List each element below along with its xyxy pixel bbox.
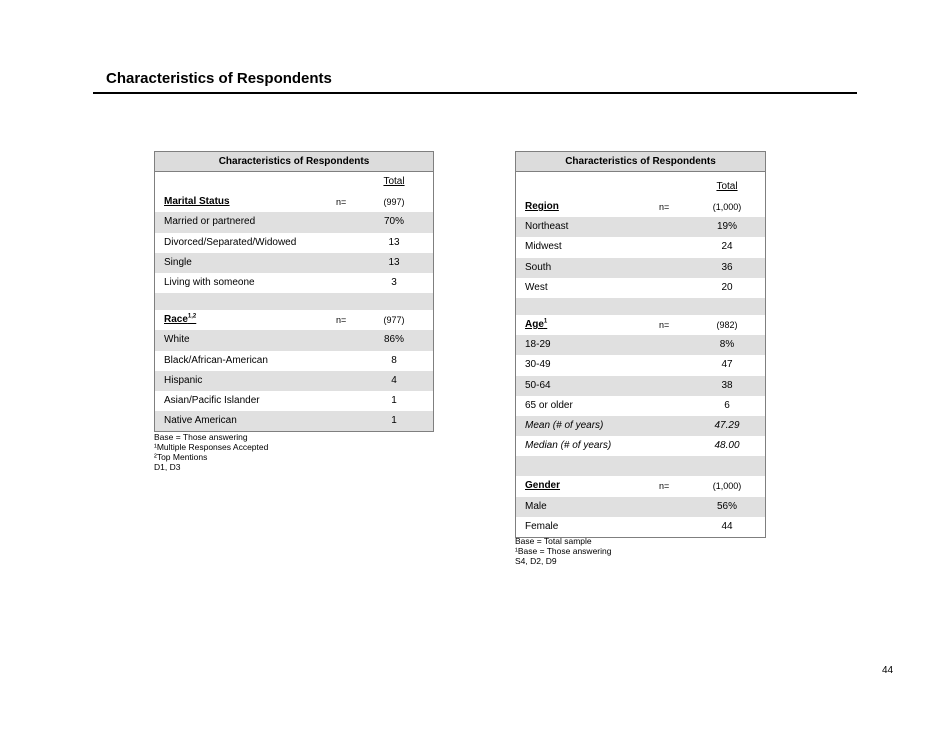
row-label: West: [525, 281, 548, 293]
title-divider: [93, 92, 857, 94]
row-value: 47.29: [714, 419, 740, 431]
row-label: 65 or older: [525, 399, 573, 411]
n-label: n=: [659, 481, 670, 492]
section-header-gender: [516, 476, 765, 496]
row-label: Native American: [164, 415, 237, 427]
row-label: White: [164, 334, 190, 346]
row-value: 13: [388, 236, 400, 248]
row-label: South: [525, 261, 552, 273]
marital-race-table: [154, 151, 434, 432]
right-table-notes: [515, 536, 611, 566]
table-row: [516, 376, 765, 396]
table-row: [155, 391, 433, 411]
spacer-row: [516, 456, 765, 476]
table-row: [155, 273, 433, 293]
row-label: Mean (# of years): [525, 419, 604, 431]
row-label: 18-29: [525, 339, 551, 351]
row-label: Hispanic: [164, 374, 203, 386]
row-value: 20: [721, 281, 733, 293]
row-value: 1: [391, 415, 397, 427]
total-header-row: [516, 172, 765, 197]
row-value: 38: [721, 379, 733, 391]
row-label: 30-49: [525, 359, 551, 371]
footnote: Base = Total sample: [515, 536, 592, 546]
row-value: 1: [391, 394, 397, 406]
footnote: ¹Base = Those answering: [515, 546, 612, 556]
row-value: 8: [391, 354, 397, 366]
table-row: [155, 371, 433, 391]
table-row: [516, 416, 765, 436]
row-label: Single: [164, 256, 192, 268]
table-row: [155, 411, 433, 431]
n-value: (982): [716, 319, 738, 330]
table-row: [155, 351, 433, 371]
spacer-row: [516, 298, 765, 315]
row-label: 50-64: [525, 379, 551, 391]
section-title: Age$^1$: [525, 318, 548, 330]
table-row: [516, 355, 765, 375]
row-label: Black/African-American: [164, 354, 268, 366]
row-label: Median (# of years): [525, 440, 612, 452]
row-label: Midwest: [525, 241, 562, 253]
n-label: n=: [336, 197, 347, 208]
row-value: 6: [724, 399, 730, 411]
section-title: Region: [525, 201, 559, 212]
row-value: 3: [391, 276, 397, 288]
table-row: [516, 237, 765, 257]
table-row: [516, 258, 765, 278]
row-label: Living with someone: [164, 276, 255, 288]
n-label: n=: [659, 319, 670, 330]
n-label: n=: [659, 202, 670, 212]
left-table-notes: [154, 432, 268, 472]
row-value: 47: [721, 359, 733, 371]
row-label: Married or partnered: [164, 216, 256, 228]
table-row: [155, 233, 433, 253]
table-header: Characteristics of Respondents: [155, 152, 433, 172]
table-row: [516, 335, 765, 355]
row-value: 44: [721, 520, 733, 532]
section-header-age: [516, 315, 765, 335]
row-value: 13: [388, 256, 400, 268]
page-number: 44: [882, 665, 894, 676]
n-label: n=: [336, 315, 347, 326]
section-header-marital-status: [155, 192, 433, 212]
table-row: [516, 436, 765, 456]
table-row: [516, 396, 765, 416]
table-row: [516, 217, 765, 237]
section-header-race: [155, 310, 433, 330]
footnote: D1, D3: [154, 462, 181, 472]
row-value: 36: [721, 261, 733, 273]
n-value: (1,000): [712, 202, 742, 212]
table-header: Characteristics of Respondents: [516, 152, 765, 172]
table-row: [516, 278, 765, 298]
page-title: Characteristics of Respondents: [106, 70, 332, 87]
row-value: 8%: [719, 339, 735, 351]
total-column-header: Total: [383, 176, 405, 187]
section-title: Gender: [525, 480, 561, 492]
footnote: Base = Those answering: [154, 432, 248, 442]
row-label: Male: [525, 500, 547, 512]
row-value: 19%: [716, 221, 737, 233]
footnote: S4, D2, D9: [515, 556, 557, 566]
table-row: [155, 330, 433, 350]
table-row: [516, 517, 765, 537]
footnote: ¹Multiple Responses Accepted: [154, 442, 269, 452]
total-header-row: [155, 172, 433, 192]
section-header-region: [516, 197, 765, 217]
row-label: Northeast: [525, 221, 569, 233]
spacer-row: [155, 293, 433, 310]
total-column-header: Total: [716, 181, 738, 192]
row-value: 48.00: [714, 440, 740, 452]
row-value: 86%: [383, 334, 404, 346]
row-value: 70%: [383, 216, 404, 228]
n-value: (977): [383, 315, 405, 326]
row-label: Female: [525, 520, 559, 532]
row-value: 4: [391, 374, 397, 386]
footnote: ²Top Mentions: [154, 452, 208, 462]
n-value: (1,000): [712, 481, 742, 492]
row-value: 56%: [716, 500, 737, 512]
row-value: 24: [721, 241, 733, 253]
row-label: Asian/Pacific Islander: [164, 394, 260, 406]
table-row: [155, 212, 433, 232]
region-age-gender-table: [515, 151, 766, 538]
section-title: Race$^{1,2}$: [164, 313, 197, 326]
section-title: Marital Status: [164, 196, 230, 208]
table-row: [516, 497, 765, 517]
row-label: Divorced/Separated/Widowed: [164, 236, 297, 248]
n-value: (997): [383, 197, 405, 208]
table-row: [155, 253, 433, 273]
